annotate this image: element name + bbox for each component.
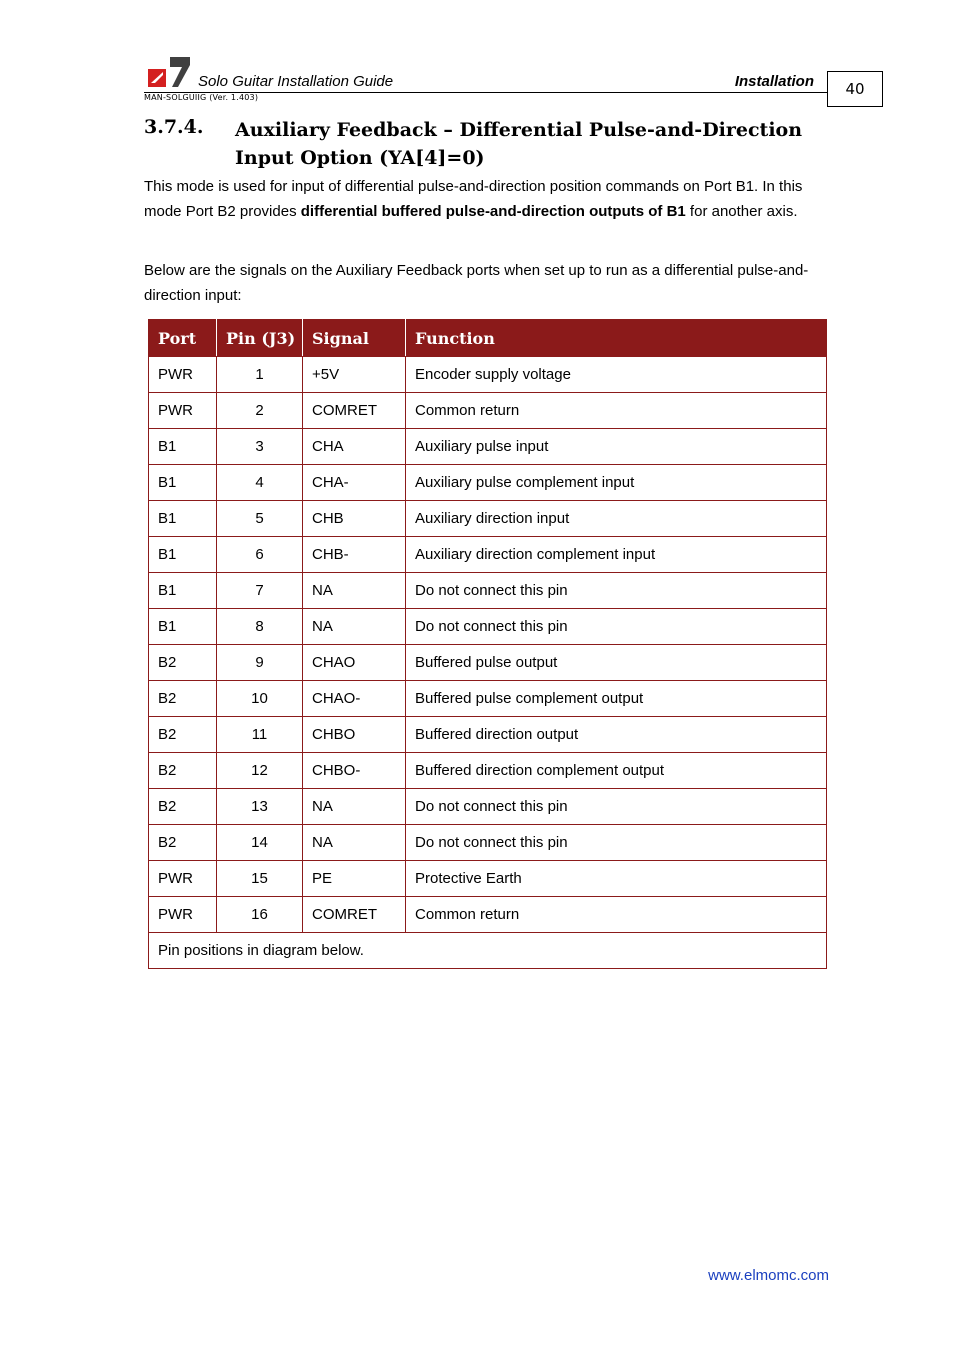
table-row (149, 537, 827, 573)
pin-cell: 11 (217, 717, 303, 753)
pin-cell: 2 (217, 393, 303, 429)
port-cell: PWR (149, 861, 217, 897)
port-cell: B1 (149, 465, 217, 501)
table-row (149, 357, 827, 393)
table-note-row (149, 933, 827, 969)
pin-cell: 8 (217, 609, 303, 645)
function-cell: Protective Earth (406, 861, 827, 897)
function-cell: Buffered direction output (406, 717, 827, 753)
pin-cell: 7 (217, 573, 303, 609)
port-cell: B2 (149, 717, 217, 753)
port-cell: B2 (149, 645, 217, 681)
port-cell: B2 (149, 681, 217, 717)
port-cell: PWR (149, 897, 217, 933)
pin-cell: 10 (217, 681, 303, 717)
table-row (149, 825, 827, 861)
pin-cell: 16 (217, 897, 303, 933)
table-row (149, 429, 827, 465)
function-cell: Common return (406, 897, 827, 933)
section-number: 3.7.4. (144, 116, 204, 138)
port-cell: PWR (149, 357, 217, 393)
function-cell: Do not connect this pin (406, 825, 827, 861)
port-cell: B1 (149, 501, 217, 537)
signal-cell: CHBO (303, 717, 406, 753)
header-section-name: Installation (734, 73, 814, 90)
function-cell: Auxiliary pulse input (406, 429, 827, 465)
table-note: Pin positions in diagram below. (149, 933, 827, 969)
table-row (149, 609, 827, 645)
function-cell: Buffered pulse complement output (406, 681, 827, 717)
function-cell: Common return (406, 393, 827, 429)
table-row (149, 465, 827, 501)
signal-cell: CHAO (303, 645, 406, 681)
signal-cell: CHB- (303, 537, 406, 573)
function-cell: Do not connect this pin (406, 789, 827, 825)
function-cell: Auxiliary direction input (406, 501, 827, 537)
port-cell: B2 (149, 753, 217, 789)
table-row (149, 753, 827, 789)
website-link[interactable]: www.elmomc.com (708, 1267, 829, 1284)
signal-cell: COMRET (303, 393, 406, 429)
intro-text-end: for another axis. (685, 203, 798, 220)
page-number: 40 (827, 71, 883, 107)
table-row (149, 573, 827, 609)
document-code: MAN-SOLGUIIG (Ver. 1.403) (144, 93, 259, 102)
pin-cell: 4 (217, 465, 303, 501)
signal-cell: NA (303, 789, 406, 825)
intro-text-bold: differential buffered pulse-and-direction outputs of B1 (300, 203, 686, 220)
port-cell: B1 (149, 429, 217, 465)
function-cell: Encoder supply voltage (406, 357, 827, 393)
header-pin: Pin (J3) (217, 320, 303, 357)
signal-cell: CHBO- (303, 753, 406, 789)
table-row (149, 501, 827, 537)
signal-cell: COMRET (303, 897, 406, 933)
pin-cell: 1 (217, 357, 303, 393)
function-cell: Auxiliary direction complement input (406, 537, 827, 573)
table-intro-paragraph: Below are the signals on the Auxiliary Feedback ports when set up to run as a differential pulse-and-direction input: (144, 262, 809, 304)
function-cell: Do not connect this pin (406, 609, 827, 645)
pin-cell: 13 (217, 789, 303, 825)
port-cell: B1 (149, 537, 217, 573)
table-row (149, 897, 827, 933)
pin-cell: 15 (217, 861, 303, 897)
port-cell: PWR (149, 393, 217, 429)
intro-paragraph (144, 174, 834, 224)
port-cell: B1 (149, 609, 217, 645)
signal-cell: CHB (303, 501, 406, 537)
function-cell: Buffered pulse output (406, 645, 827, 681)
header-function: Function (406, 320, 827, 357)
pin-cell: 14 (217, 825, 303, 861)
signal-cell: PE (303, 861, 406, 897)
port-cell: B2 (149, 825, 217, 861)
table-row (149, 681, 827, 717)
signal-cell: +5V (303, 357, 406, 393)
function-cell: Buffered direction complement output (406, 753, 827, 789)
pin-cell: 6 (217, 537, 303, 573)
header-signal: Signal (303, 320, 406, 357)
port-cell: B2 (149, 789, 217, 825)
pin-cell: 5 (217, 501, 303, 537)
signal-cell: CHAO- (303, 681, 406, 717)
port-cell: B1 (149, 573, 217, 609)
signal-cell: NA (303, 825, 406, 861)
function-cell: Auxiliary pulse complement input (406, 465, 827, 501)
section-title: Auxiliary Feedback – Differential Pulse-and-Direction Input Option (YA[4]=0) (235, 119, 803, 169)
signal-cell: NA (303, 573, 406, 609)
pin-cell: 12 (217, 753, 303, 789)
table-row (149, 645, 827, 681)
intro-text-start: This mode is used for input of differential pulse-and-direction position commands on Port B1. In this mode Port B2 provides (144, 178, 803, 220)
function-cell: Do not connect this pin (406, 573, 827, 609)
table-row (149, 789, 827, 825)
table-row (149, 717, 827, 753)
signal-table (148, 319, 827, 969)
table-row (149, 861, 827, 897)
pin-cell: 9 (217, 645, 303, 681)
pin-cell: 3 (217, 429, 303, 465)
signal-cell: NA (303, 609, 406, 645)
signal-cell: CHA (303, 429, 406, 465)
header-port: Port (149, 320, 217, 357)
table-row (149, 393, 827, 429)
elmo-logo (148, 57, 190, 87)
document-title: Solo Guitar Installation Guide (198, 73, 394, 90)
table-header-row (149, 320, 827, 357)
signal-cell: CHA- (303, 465, 406, 501)
